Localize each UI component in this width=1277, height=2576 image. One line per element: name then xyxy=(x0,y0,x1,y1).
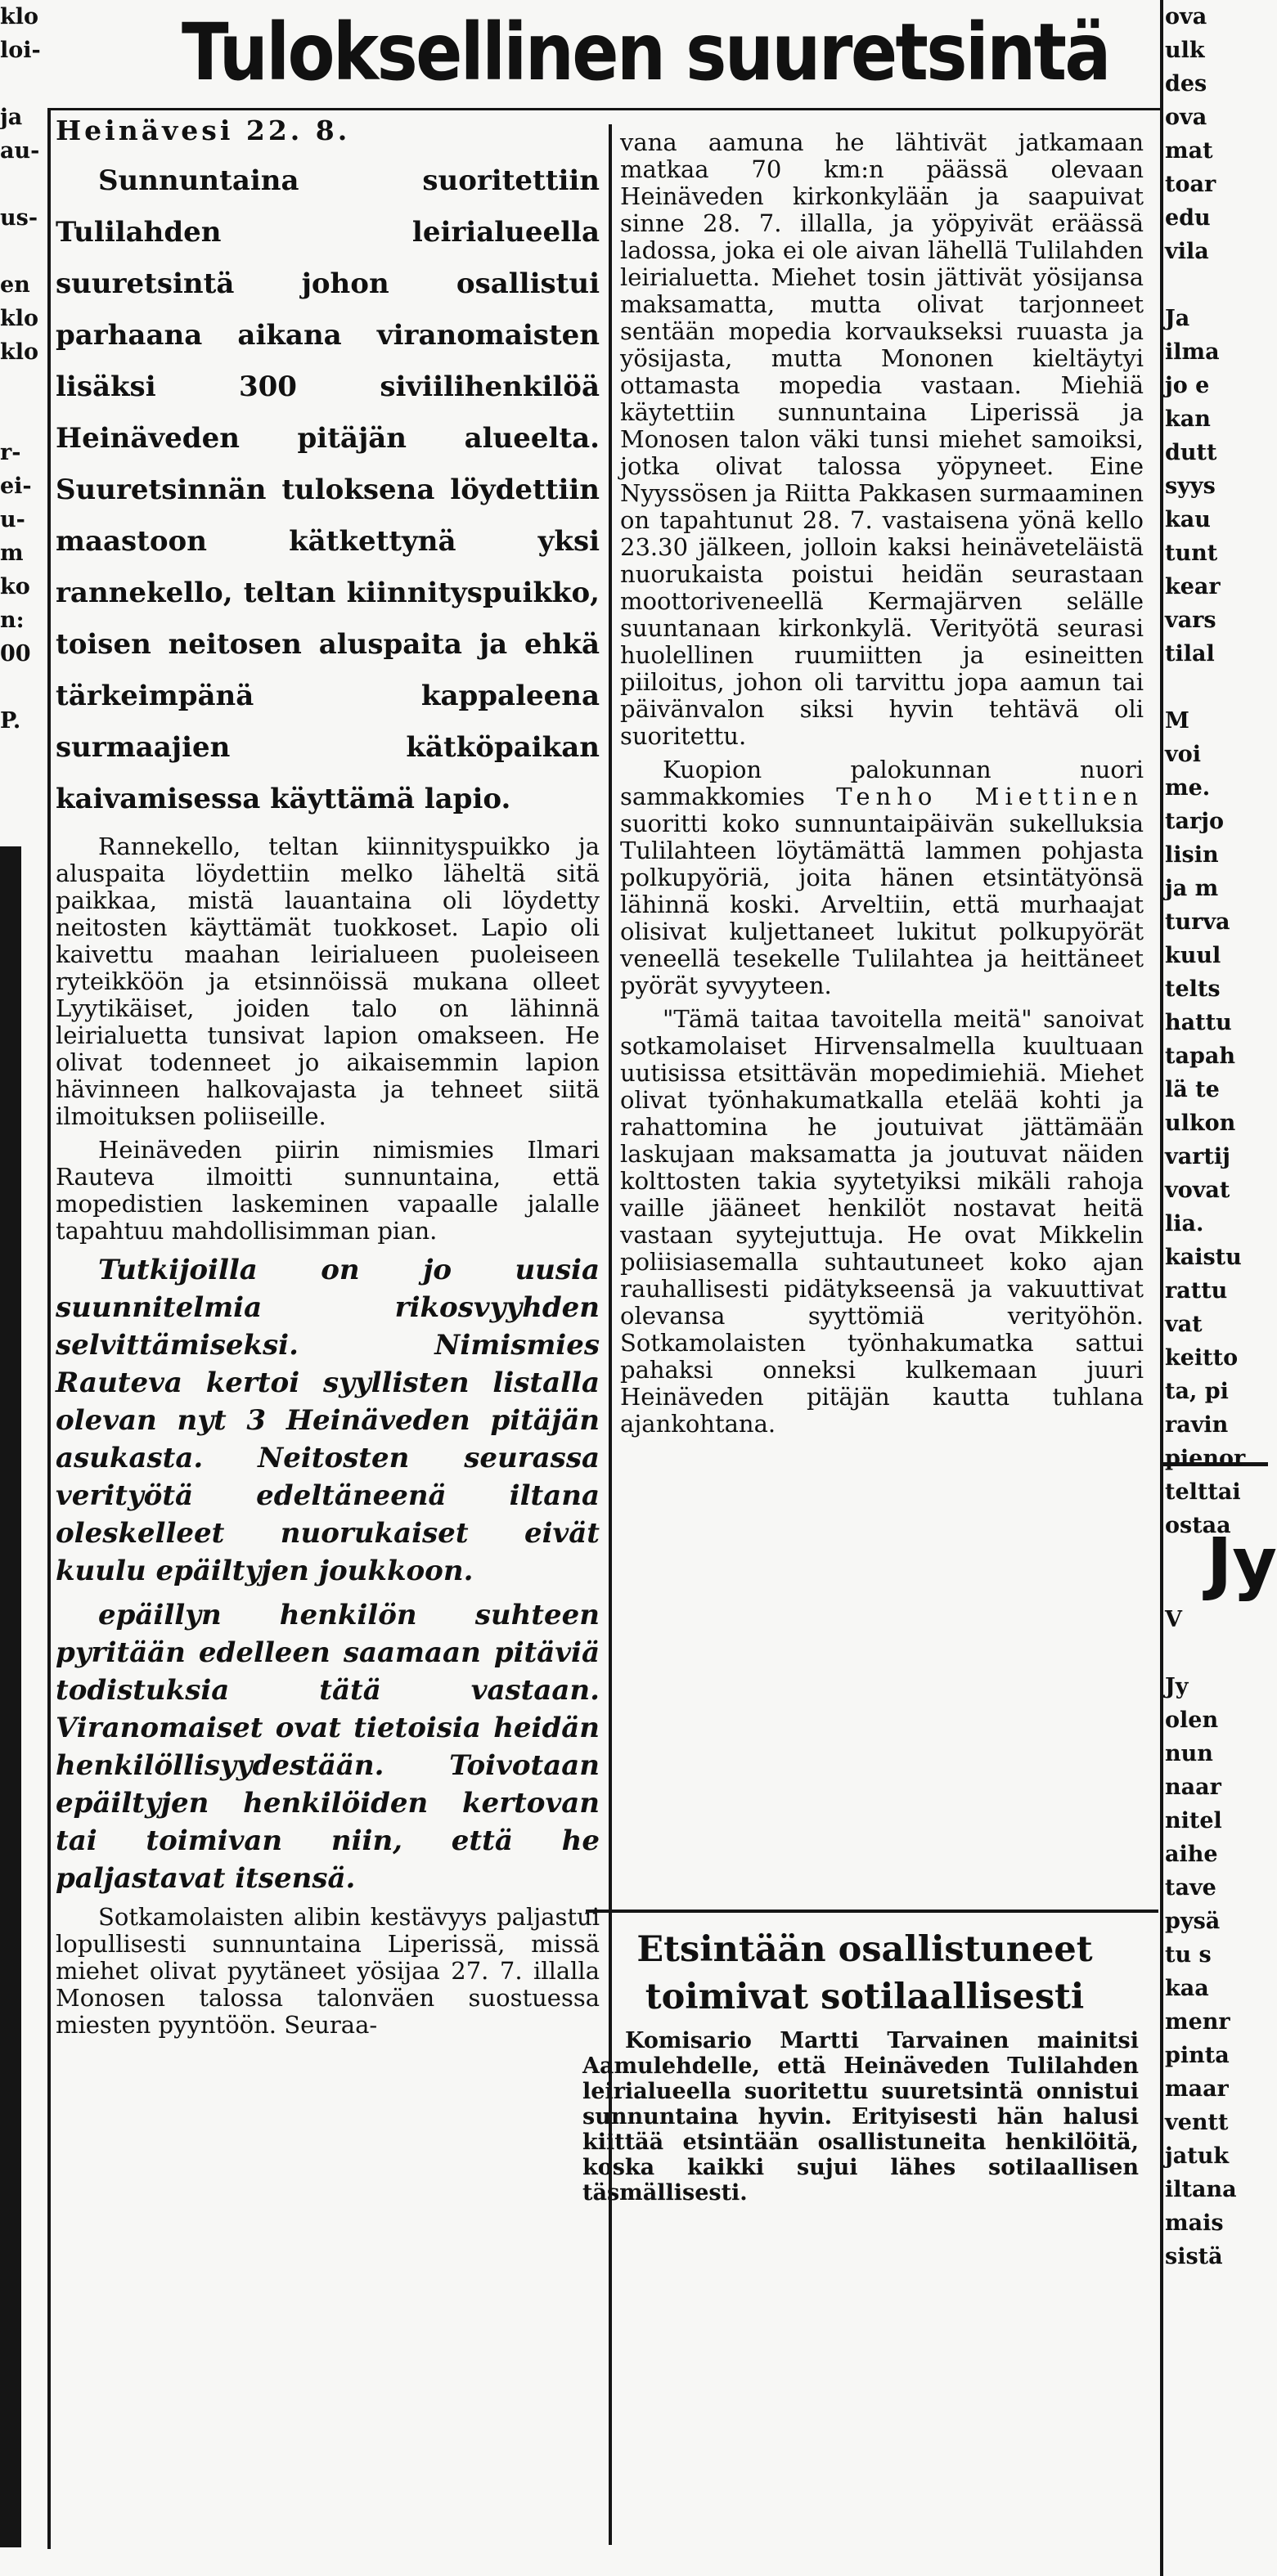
clipped-line xyxy=(1165,1636,1268,1670)
clipped-line: ei- xyxy=(0,473,32,499)
clipped-line: ravin xyxy=(1165,1412,1229,1438)
sub-headline: Etsintään osallistuneet toimivat sotilaallisesti xyxy=(636,1929,1093,2017)
clipped-line: r- xyxy=(0,440,21,465)
clipped-line: au- xyxy=(0,138,40,164)
clipped-line: kaistu xyxy=(1165,1245,1242,1270)
clipped-line: vovat xyxy=(1165,1178,1230,1203)
clipped-line: ilma xyxy=(1165,339,1220,365)
left-clipped-column xyxy=(0,0,46,842)
clipped-line: nitel xyxy=(1165,1808,1222,1833)
clipped-line: ventt xyxy=(1165,2110,1229,2135)
body-text: Kuopion palokunnan nuori sammakkomies xyxy=(620,756,1144,810)
clipped-line xyxy=(1165,671,1268,704)
clipped-line: telts xyxy=(1165,976,1221,1002)
clipped-line: olen xyxy=(1165,1708,1219,1733)
clipped-line: 00 xyxy=(0,641,31,666)
clipped-line: M xyxy=(1165,708,1189,734)
clipped-line: pysä xyxy=(1165,1909,1221,1934)
clipped-line: me. xyxy=(1165,775,1211,801)
clipped-line: tarjo xyxy=(1165,809,1224,834)
article-column-1 xyxy=(56,113,600,2045)
clipped-line: m xyxy=(0,541,24,566)
clipped-line: ulk xyxy=(1165,38,1205,63)
italic-paragraph: epäillyn henkilön suhteen pyritään edelleen saamaan pitäviä todistuksia tätä vastaan. Viranomaiset ovat tietoisia heidän henkilöllisyydestään. Toivotaan epäiltyjen henkilöiden kertovan tai toimivan niin, että he paljastavat itsensä. xyxy=(56,1599,600,1895)
body-paragraph: Rannekello, teltan kiinnityspuikko ja aluspaita löydettiin melko läheltä sitä paikkaa, mistä lauantaina oli löydetty neitosten käyttämät tuokkoset. Lapio oli kaivettu maahan leirialueen puoleiseen ryteikköön ja etsinnöissä mukana olleet Lyytikäiset, joiden talo on lähinnä leirialuetta tunsivat lapion omakseen. He olivat todenneet jo aikaisemmin lapion hävinneen halkovajasta ja tehneet siitä ilmoituksen poliiseille. xyxy=(56,832,600,1130)
clipped-line: tilal xyxy=(1165,641,1215,666)
clipped-line xyxy=(0,235,46,268)
clipped-line: vila xyxy=(1165,239,1209,264)
clipped-line: us- xyxy=(0,205,38,231)
clipped-line: telttai xyxy=(1165,1479,1241,1505)
clipped-line: voi xyxy=(1165,742,1201,767)
clipped-line: nun xyxy=(1165,1741,1213,1766)
left-edge-bar xyxy=(0,846,21,2547)
clipped-line: n: xyxy=(0,608,25,633)
clipped-line: aihe xyxy=(1165,1842,1218,1867)
body-paragraph: vana aamuna he lähtivät jatkamaan matkaa 70 km:n päässä olevaan Heinäveden kirkonkylään ja saapuivat sinne 28. 7. illalla, ja yöpyivät eräässä ladossa, joka ei ole aivan lähellä Tulilahden leirialuetta. Miehet tosin jättivät yösijansa maksamatta, mutta olivat tarjonneet sentään mopedia korvaukseksi ruuasta ja yösijasta, mutta Mononen kieltäytyi ottamasta mopedia vastaan. Miehiä käytettiin sunnuntaina Liperissä ja Monosen talon väki tunsi miehet samoiksi, jotka olivat talossa yöpyneet. Eine Nyyssösen ja Riitta Pakkasen surmaaminen on tapahtunut 28. 7. vastaisena yönä kello 23.30 jälkeen, jolloin kaksi heinäveteläistä nuorukaista poistui heidän seurastaan moottoriveneellä Kermajärven selälle suuntanaan kirkonkylä. Verityötä seurasi huolellinen ruumiitten ja esineitten piiloitus, johon oli tarvittu jopa aamun tai päivänvalon siksi hyvin tehtävä oli suoritettu. xyxy=(620,128,1144,750)
clipped-line: menr xyxy=(1165,2009,1230,2035)
article-column-2 xyxy=(620,129,1144,1444)
clipped-line: des xyxy=(1165,71,1207,96)
clipped-line: tave xyxy=(1165,1875,1216,1901)
clipped-line: maar xyxy=(1165,2076,1229,2102)
clipped-line: toar xyxy=(1165,172,1216,197)
sub-article-body xyxy=(582,2028,1139,2212)
clipped-line: keitto xyxy=(1165,1345,1239,1371)
right-clipped-column-bottom xyxy=(1165,1603,1268,2576)
clipped-line: mais xyxy=(1165,2210,1224,2236)
clipped-line: turva xyxy=(1165,909,1230,935)
clipped-line: ova xyxy=(1165,105,1207,130)
clipped-line: Jy xyxy=(1165,1674,1189,1699)
clipped-line: kan xyxy=(1165,406,1211,432)
clipped-line: ta, pi xyxy=(1165,1379,1229,1404)
clipped-line: syys xyxy=(1165,473,1216,499)
clipped-line: vars xyxy=(1165,608,1216,633)
clipped-line: klo xyxy=(0,4,38,29)
clipped-line: lia. xyxy=(1165,1211,1204,1236)
clipped-line: Ja xyxy=(1165,306,1190,331)
column-rule-left xyxy=(47,108,51,2549)
clipped-line: kuul xyxy=(1165,943,1221,968)
clipped-line: pinta xyxy=(1165,2043,1230,2068)
clipped-line: lä te xyxy=(1165,1077,1220,1102)
rule-under-headline xyxy=(49,108,1162,110)
lead-paragraph: Sunnuntaina suoritettiin Tulilahden leirialueella suuretsintä johon osallistui parhaana aikana viranomaisten lisäksi 300 siviilihenkilöä Heinäveden pitäjän alueelta. Suuretsinnän tuloksena löydettiin maastoon kätkettynä yksi rannekello, teltan kiinnityspuikko, toisen neitosen aluspaita ja ehkä tärkeimpänä kappaleena surmaajien kätköpaikan kaivamisessa käyttämä lapio. xyxy=(56,164,600,815)
person-name: Tenho Miettinen xyxy=(836,783,1144,810)
clipped-line: kau xyxy=(1165,507,1211,532)
clipped-line xyxy=(1165,268,1268,302)
dateline: Heinävesi 22. 8. xyxy=(56,114,351,146)
clipped-line: ko xyxy=(0,574,30,599)
italic-paragraph: Tutkijoilla on jo uusia suunnitelmia rikosvyyhden selvittämiseksi. Nimismies Rauteva kertoi syyllisten listalla olevan nyt 3 Heinäveden pitäjän asukasta. Neitosten seurassa verityötä edeltäneenä iltana oleskelleet nuorukaiset eivät kuulu epäiltyjen joukkoon. xyxy=(56,1254,600,1587)
clipped-line: ja m xyxy=(1165,876,1219,901)
clipped-line: tu s xyxy=(1165,1942,1212,1968)
clipped-line: dutt xyxy=(1165,440,1217,465)
clipped-line: naar xyxy=(1165,1775,1221,1800)
clipped-line: jo e xyxy=(1165,373,1210,398)
headline: Tuloksellinen suuretsintä xyxy=(182,7,1109,98)
clipped-line xyxy=(0,369,46,402)
clipped-line: lisin xyxy=(1165,842,1219,868)
clipped-line: u- xyxy=(0,507,25,532)
clipped-line: sistä xyxy=(1165,2244,1223,2269)
clipped-line xyxy=(0,67,46,101)
clipped-line: klo xyxy=(0,339,38,365)
clipped-line: ulkon xyxy=(1165,1111,1236,1136)
clipped-line: tunt xyxy=(1165,541,1218,566)
body-paragraph xyxy=(620,756,1144,999)
right-clipped-column-top xyxy=(1165,0,1268,1538)
clipped-line: mat xyxy=(1165,138,1213,164)
clipped-line: kear xyxy=(1165,574,1221,599)
clipped-line: jatuk xyxy=(1165,2143,1230,2169)
column-rule-right xyxy=(1160,0,1163,2576)
clipped-line: ova xyxy=(1165,4,1207,29)
clipped-line xyxy=(0,168,46,201)
clipped-line: V xyxy=(1165,1607,1182,1632)
clipped-line: vartij xyxy=(1165,1144,1230,1169)
clipped-line: rattu xyxy=(1165,1278,1228,1304)
clipped-line: en xyxy=(0,272,30,298)
clipped-line: klo xyxy=(0,306,38,331)
body-paragraph: Komisario Martti Tarvainen mainitsi Aamulehdelle, että Heinäveden Tulilahden leirialueella suoritettu suuretsintä onnistui sunnuntaina hyvin. Erityisesti hän halusi kiittää etsintään osallistuneita henkilöitä, koska kaikki sujui lähes sotilaallisen täsmällisesti. xyxy=(582,2028,1139,2206)
clipped-line: loi- xyxy=(0,38,41,63)
body-paragraph: Sotkamolaisten alibin kestävyys paljastui lopullisesti sunnuntaina Liperissä, missä miehet olivat pyytäneet yösijaa 27. 7. illalla Monosen talossa talonväen suostuessa miesten pyyntöön. Seuraa- xyxy=(56,1903,600,2039)
clipped-line: iltana xyxy=(1165,2177,1237,2202)
body-paragraph: "Tämä taitaa tavoitella meitä" sanoivat sotkamolaiset Hirvensalmella kuultuaan uutisissa etsittävän mopedimiehiä. Miehet olivat työnhakumatkalla etelää kohti ja rahattomina he joutuivat jättämään laskujaan maksamatta ja joutuvat näiden kolttosten takia syytetyiksi mikäli rahoja vaille jääneet henkilöt nostavat heitä vastaan syytejuttuja. He ovat Mikkelin poliisiasemalla suhtautuneet koko ajan rauhallisesti pidätykseensä ja vakuuttivat olevansa syyttömiä verityöhön. Sotkamolaisten työnhakumatka sattui pahaksi onneksi kulkemaan juuri Heinäveden pitäjän kautta tuhlana ajankohtana. xyxy=(620,1005,1144,1438)
body-text: suoritti koko sunnuntaipäivän sukelluksia Tulilahteen löytämättä lammen pohjasta polkupyöriä, joita hänen etsintätyönsä lähinnä koski. Arveltiin, että murhaajat olisivat kuljettaneet lukitut polkupyörät veneellä tesekelle Tulilahtea ja heittäneet pyörät syvyyteen. xyxy=(620,810,1144,999)
clipped-line xyxy=(0,671,46,704)
clipped-line: kaa xyxy=(1165,1976,1209,2001)
clipped-line xyxy=(0,402,46,436)
clipped-line: P. xyxy=(0,708,21,734)
clipped-line: vat xyxy=(1165,1312,1203,1337)
clipped-line: hattu xyxy=(1165,1010,1232,1035)
clipped-line: tapah xyxy=(1165,1043,1235,1069)
clipped-line: ja xyxy=(0,105,23,130)
clipped-line: edu xyxy=(1165,205,1211,231)
body-paragraph: Heinäveden piirin nimismies Ilmari Rauteva ilmoitti sunnuntaina, että mopedistien laskeminen vapaalle jalalle tapahtuu mahdollisimman pian. xyxy=(56,1136,600,1245)
right-clipped-headline: Jy xyxy=(1207,1523,1277,1603)
clipped-line: pienor xyxy=(1165,1446,1246,1471)
clipped-line: ostaa xyxy=(1165,1513,1231,1538)
rule-above-subhead xyxy=(586,1910,1158,1913)
